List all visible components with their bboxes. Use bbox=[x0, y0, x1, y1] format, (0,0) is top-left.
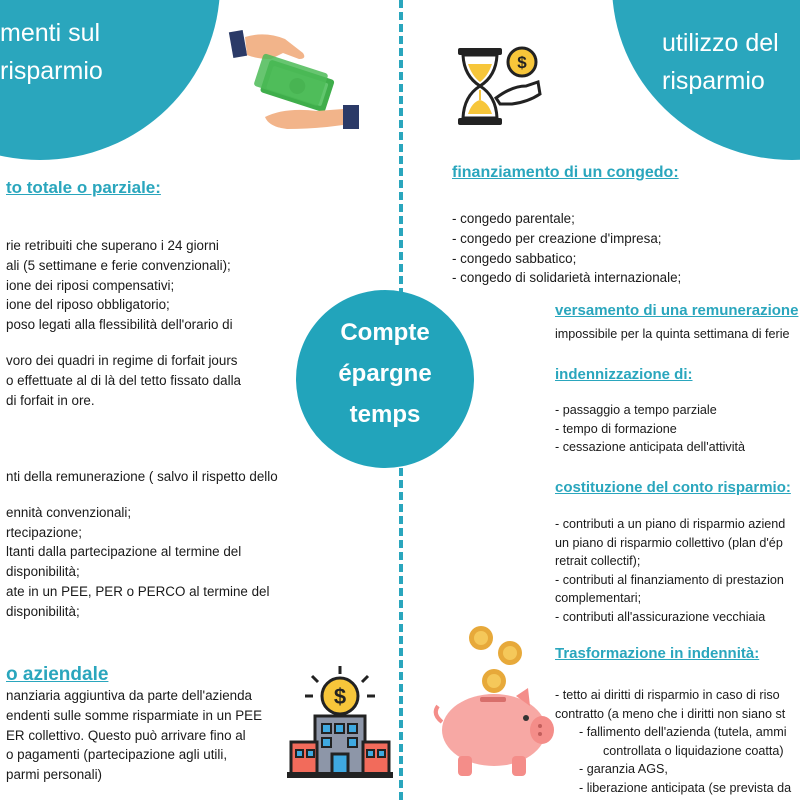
list-item: rie retribuiti che superano i 24 giorni bbox=[6, 238, 219, 253]
center-title bbox=[296, 312, 474, 435]
left-section3-list bbox=[6, 686, 262, 785]
right-circle-title bbox=[662, 24, 779, 100]
list-item: - liberazione anticipata (se prevista da bbox=[579, 780, 792, 795]
list-item: - fallimento dell'azienda (tutela, ammi bbox=[579, 725, 787, 740]
list-item: - contributi all'assicurazione vecchiaia bbox=[555, 609, 766, 624]
right-section2-list bbox=[555, 325, 790, 344]
left-section3-heading: o aziendale bbox=[6, 664, 109, 685]
list-item: nanziaria aggiuntiva da parte dell'azienda bbox=[6, 688, 252, 703]
right-section5-list bbox=[555, 686, 791, 798]
list-item: ennità convenzionali; bbox=[6, 504, 132, 520]
list-item: - contributi al finanziamento di prestazion bbox=[555, 572, 784, 587]
list-item: disponibilità; bbox=[6, 564, 80, 580]
right-section4-list bbox=[555, 515, 785, 627]
right-section1-heading: finanziamento di un congedo: bbox=[452, 164, 679, 181]
left-section1-heading: to totale o parziale: bbox=[6, 178, 161, 197]
list-item: ali (5 settimane e ferie convenzionali); bbox=[6, 257, 231, 273]
left-circle-line: menti sul bbox=[0, 19, 101, 47]
list-item: - congedo per creazione d'impresa; bbox=[452, 230, 662, 246]
list-item: - congedo parentale; bbox=[452, 211, 575, 226]
list-item: complementari; bbox=[555, 591, 642, 606]
left-circle-line: risparmio bbox=[0, 57, 103, 85]
list-item bbox=[6, 487, 278, 503]
left-section2-list bbox=[6, 467, 278, 622]
center-title-line: épargne bbox=[338, 360, 432, 387]
list-item: ER collettivo. Questo può arrivare fino al bbox=[6, 727, 246, 743]
right-section1-list bbox=[452, 209, 681, 288]
list-item: - passaggio a tempo parziale bbox=[555, 403, 717, 417]
list-item: o effettuate al di là del tetto fissato dalla bbox=[6, 372, 241, 388]
center-title-line: Compte bbox=[340, 319, 430, 346]
svg-text:$: $ bbox=[517, 53, 527, 72]
right-section2-heading: versamento di una remunerazione bbox=[555, 302, 799, 319]
list-item: poso legati alla flessibilità dell'orario di bbox=[6, 317, 233, 333]
list-item: ione dei riposi compensativi; bbox=[6, 277, 175, 293]
list-item: parmi personali) bbox=[6, 767, 103, 783]
list-item: voro dei quadri in regime di forfait jours bbox=[6, 352, 238, 368]
list-item bbox=[6, 335, 241, 351]
list-item: o pagamenti (partecipazione agli utili, bbox=[6, 747, 228, 763]
list-item: - contributi a un piano di risparmio aziend bbox=[555, 517, 786, 531]
list-item: - tetto ai diritti di risparmio in caso di riso bbox=[555, 688, 780, 702]
list-item: ltanti dalla partecipazione al termine del bbox=[6, 544, 242, 560]
right-circle-line: utilizzo del bbox=[662, 29, 779, 57]
list-item: - cessazione anticipata dell'attività bbox=[555, 440, 746, 455]
money-exchange-icon bbox=[225, 25, 370, 135]
list-item: disponibilità; bbox=[6, 603, 80, 619]
right-section3-heading: indennizzazione di: bbox=[555, 366, 693, 383]
list-item: retrait collectif); bbox=[555, 554, 641, 569]
center-title-line: temps bbox=[349, 401, 421, 428]
hourglass-icon bbox=[452, 42, 544, 134]
list-item: controllata o liquidazione coatta) bbox=[603, 743, 784, 758]
list-item: nti della remunerazione ( salvo il rispetto dello bbox=[6, 469, 278, 484]
list-item: - garanzia AGS, bbox=[579, 762, 668, 777]
bank-building-icon bbox=[285, 664, 395, 782]
list-item: di forfait in ore. bbox=[6, 392, 95, 408]
list-item: ate in un PEE, PER o PERCO al termine del bbox=[6, 583, 270, 599]
list-item: - congedo di solidarietà internazionale; bbox=[452, 270, 682, 286]
left-section1-list bbox=[6, 236, 241, 410]
right-section4-heading: costituzione del conto risparmio: bbox=[555, 479, 791, 496]
right-section5-heading: Trasformazione in indennità: bbox=[555, 645, 760, 662]
list-item: rtecipazione; bbox=[6, 524, 82, 540]
right-circle-line: risparmio bbox=[662, 67, 765, 95]
list-item: impossibile per la quinta settimana di ferie bbox=[555, 327, 790, 341]
list-item: - tempo di formazione bbox=[555, 421, 677, 436]
left-circle-title bbox=[0, 14, 103, 90]
right-section3-list bbox=[555, 401, 745, 457]
list-item: contratto (a meno che i diritti non siano st bbox=[555, 706, 786, 721]
list-item: ione del riposo obbligatorio; bbox=[6, 297, 170, 313]
list-item: - congedo sabbatico; bbox=[452, 250, 577, 266]
piggy-bank-icon bbox=[430, 622, 560, 782]
list-item: un piano di risparmio collettivo (plan d'ép bbox=[555, 535, 783, 550]
svg-text:$: $ bbox=[333, 684, 347, 709]
list-item: endenti sulle somme risparmiate in un PEE bbox=[6, 707, 263, 723]
